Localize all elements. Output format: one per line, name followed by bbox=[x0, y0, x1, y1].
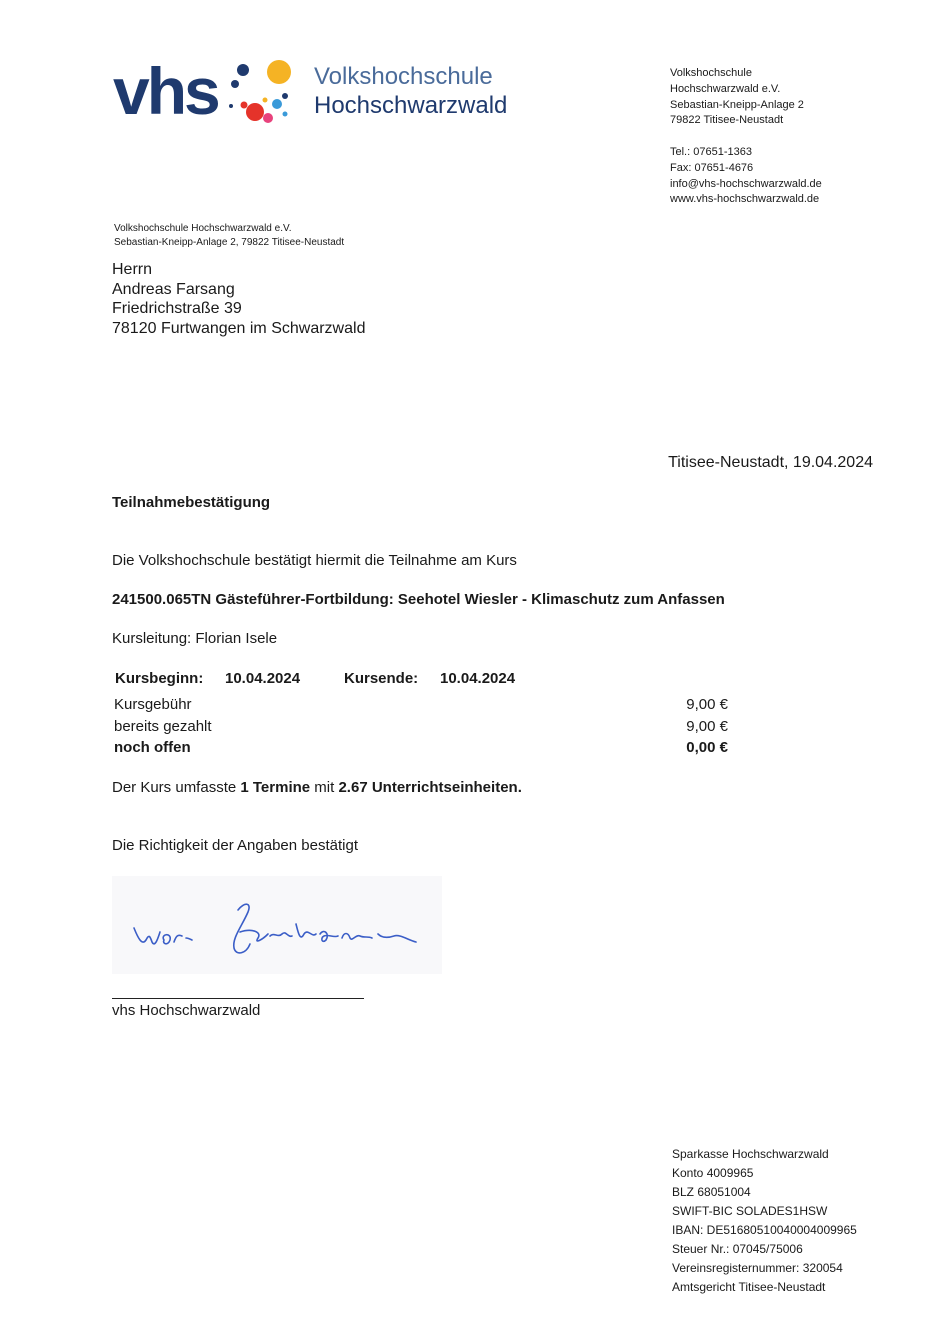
bank-bic: SWIFT-BIC SOLADES1HSW bbox=[672, 1204, 828, 1218]
letter-date: Titisee-Neustadt, 19.04.2024 bbox=[668, 454, 873, 471]
sender-contact bbox=[670, 145, 822, 208]
return-address bbox=[114, 222, 344, 250]
fee-row bbox=[114, 716, 728, 738]
course-dates bbox=[115, 670, 515, 687]
recipient-name: Andreas Farsang bbox=[112, 280, 235, 298]
sender-line: Hochschwarzwald e.V. bbox=[670, 82, 781, 95]
bank-blz: BLZ 68051004 bbox=[672, 1185, 751, 1199]
recipient-address bbox=[112, 260, 365, 338]
handwritten-signature bbox=[112, 876, 442, 974]
logo-line1: Volkshochschule bbox=[314, 63, 493, 90]
summary-sessions: 1 Termine bbox=[240, 779, 311, 796]
logo-text bbox=[314, 62, 507, 120]
bank-name: Sparkasse Hochschwarzwald bbox=[672, 1147, 829, 1161]
bank-details bbox=[672, 1145, 857, 1297]
tax-number: Steuer Nr.: 07045/75006 bbox=[672, 1242, 803, 1256]
fee-label: bereits gezahlt bbox=[114, 717, 212, 735]
fee-row bbox=[114, 694, 728, 716]
register-number: Vereinsregisternummer: 320054 bbox=[672, 1261, 843, 1275]
fax: Fax: 07651-4676 bbox=[670, 161, 754, 174]
fee-label: noch offen bbox=[114, 739, 191, 756]
document-title: Teilnahmebestätigung bbox=[112, 494, 271, 511]
recipient-city: 78120 Furtwangen im Schwarzwald bbox=[112, 319, 366, 337]
logo-wordmark: vhs bbox=[113, 56, 218, 128]
sender-line: 79822 Titisee-Neustadt bbox=[670, 114, 784, 127]
confirmation-text: Die Richtigkeit der Angaben bestätigt bbox=[112, 837, 358, 854]
website-link[interactable]: www.vhs-hochschwarzwald.de bbox=[670, 193, 820, 206]
course-start-value: 10.04.2024 bbox=[225, 670, 301, 687]
logo-line2: Hochschwarzwald bbox=[314, 92, 508, 119]
bank-iban: IBAN: DE51680510040004009965 bbox=[672, 1223, 857, 1237]
return-address-line: Sebastian-Kneipp-Anlage 2, 79822 Titisee-Neustadt bbox=[114, 237, 345, 248]
signature-line bbox=[112, 998, 364, 999]
fee-table bbox=[114, 694, 728, 759]
sender-address bbox=[670, 66, 804, 129]
fee-value: 9,00 € bbox=[686, 717, 728, 735]
phone: Tel.: 07651-1363 bbox=[670, 146, 752, 158]
return-address-line: Volkshochschule Hochschwarzwald e.V. bbox=[114, 223, 292, 234]
fee-value: 0,00 € bbox=[686, 739, 728, 756]
sender-line: Sebastian-Kneipp-Anlage 2 bbox=[670, 98, 804, 111]
sender-line: Volkshochschule bbox=[670, 67, 752, 79]
recipient-street: Friedrichstraße 39 bbox=[112, 300, 242, 317]
course-end-value: 10.04.2024 bbox=[440, 670, 516, 687]
logo-dots bbox=[229, 60, 291, 123]
summary-prefix: Der Kurs umfasste bbox=[112, 779, 241, 796]
course-start-label: Kursbeginn: bbox=[115, 670, 204, 687]
course-summary bbox=[112, 779, 522, 796]
recipient-salutation: Herrn bbox=[112, 261, 153, 278]
email-link[interactable]: info@vhs-hochschwarzwald.de bbox=[670, 177, 822, 190]
court: Amtsgericht Titisee-Neustadt bbox=[672, 1280, 826, 1294]
fee-value: 9,00 € bbox=[686, 696, 728, 713]
intro-text: Die Volkshochschule bestätigt hiermit die Teilnahme am Kurs bbox=[112, 552, 517, 569]
course-end-label: Kursende: bbox=[344, 670, 419, 687]
fee-row-outstanding bbox=[114, 737, 728, 759]
signature-label: vhs Hochschwarzwald bbox=[112, 1002, 261, 1019]
course-title: 241500.065TN Gästeführer-Fortbildung: Seehotel Wiesler - Klimaschutz zum Anfassen bbox=[112, 591, 725, 608]
summary-middle: mit bbox=[310, 779, 339, 796]
fee-label: Kursgebühr bbox=[114, 696, 192, 713]
summary-units: 2.67 Unterrichtseinheiten. bbox=[338, 779, 522, 796]
course-leader: Kursleitung: Florian Isele bbox=[112, 630, 278, 647]
bank-account: Konto 4009965 bbox=[672, 1166, 754, 1180]
